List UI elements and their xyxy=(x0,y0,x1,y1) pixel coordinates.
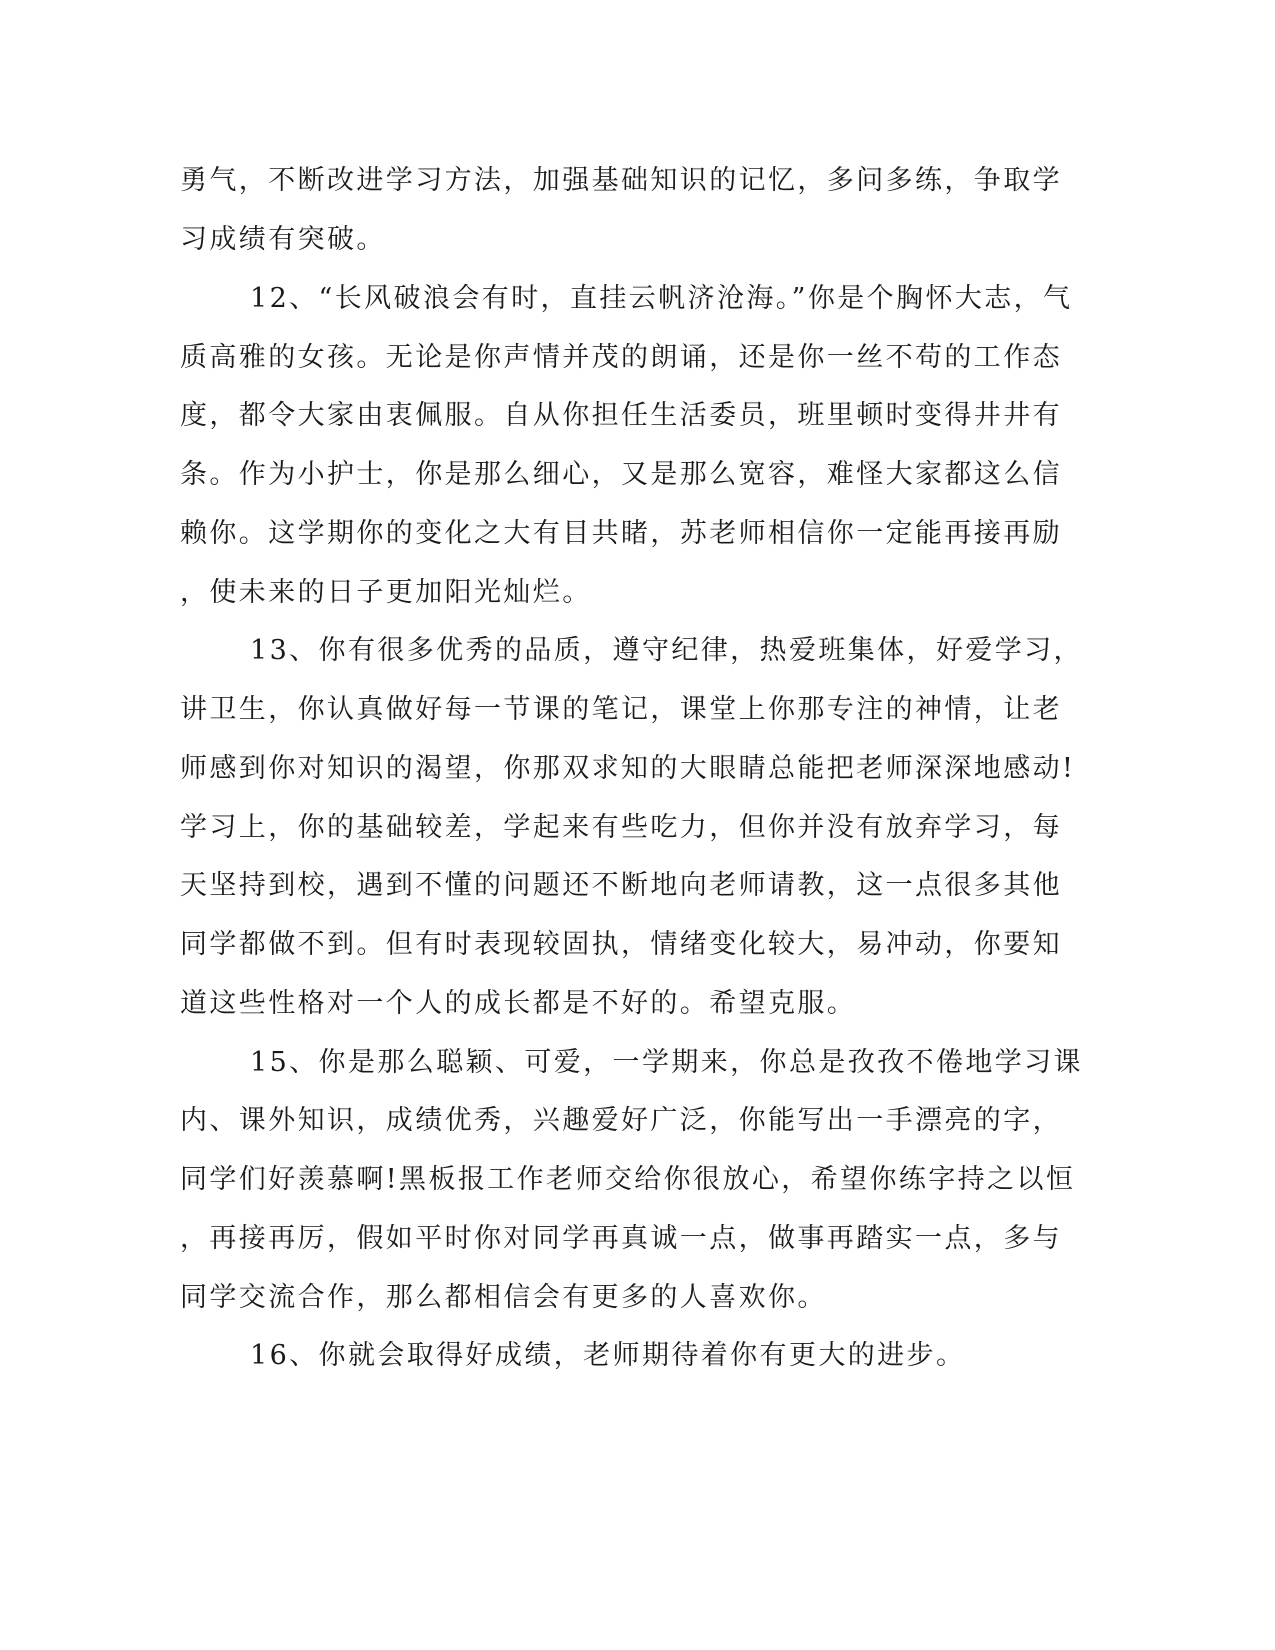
text-line: 度，都令大家由衷佩服。自从你担任生活委员，班里顿时变得井井有 xyxy=(180,400,1062,431)
text-line: 道这些性格对一个人的成长都是不好的。希望克服。 xyxy=(180,988,857,1019)
text-line: 质高雅的女孩。无论是你声情并茂的朗诵，还是你一丝不苟的工作态 xyxy=(180,342,1062,373)
text-line: 同学都做不到。但有时表现较固执，情绪变化较大，易冲动，你要知 xyxy=(180,929,1062,960)
text-line: 习成绩有突破。 xyxy=(180,224,386,255)
text-line: 同学们好羡慕啊!黑板报工作老师交给你很放心，希望你练字持之以恒 xyxy=(180,1164,1076,1195)
text-line: 学习上，你的基础较差，学起来有些吃力，但你并没有放弃学习，每 xyxy=(180,812,1062,843)
text-line: 天坚持到校，遇到不懂的问题还不断地向老师请教，这一点很多其他 xyxy=(180,870,1062,901)
text-line: 师感到你对知识的渴望，你那双求知的大眼睛总能把老师深深地感动! xyxy=(180,753,1076,784)
paragraph-15-first-line: 15、你是那么聪颖、可爱，一学期来，你总是孜孜不倦地学习课 xyxy=(250,1047,1083,1078)
text-line: 同学交流合作，那么都相信会有更多的人喜欢你。 xyxy=(180,1282,827,1313)
text-line: ，再接再厉，假如平时你对同学再真诚一点，做事再踏实一点，多与 xyxy=(180,1223,1062,1254)
paragraph-16-first-line: 16、你就会取得好成绩，老师期待着你有更大的进步。 xyxy=(250,1340,966,1371)
text-line: ，使未来的日子更加阳光灿烂。 xyxy=(180,577,592,608)
paragraph-12-first-line: 12、“长风破浪会有时，直挂云帆济沧海。”你是个胸怀大志，气 xyxy=(250,283,1073,314)
text-line: 内、课外知识，成绩优秀，兴趣爱好广泛，你能写出一手漂亮的字， xyxy=(180,1105,1062,1136)
text-line: 勇气，不断改进学习方法，加强基础知识的记忆，多问多练，争取学 xyxy=(180,165,1062,196)
text-line: 赖你。这学期你的变化之大有目共睹，苏老师相信你一定能再接再励 xyxy=(180,518,1062,549)
text-line: 条。作为小护士，你是那么细心，又是那么宽容，难怪大家都这么信 xyxy=(180,459,1062,490)
text-line: 讲卫生，你认真做好每一节课的笔记，课堂上你那专注的神情，让老 xyxy=(180,694,1062,725)
paragraph-13-first-line: 13、你有很多优秀的品质，遵守纪律，热爱班集体，好爱学习， xyxy=(250,635,1083,666)
